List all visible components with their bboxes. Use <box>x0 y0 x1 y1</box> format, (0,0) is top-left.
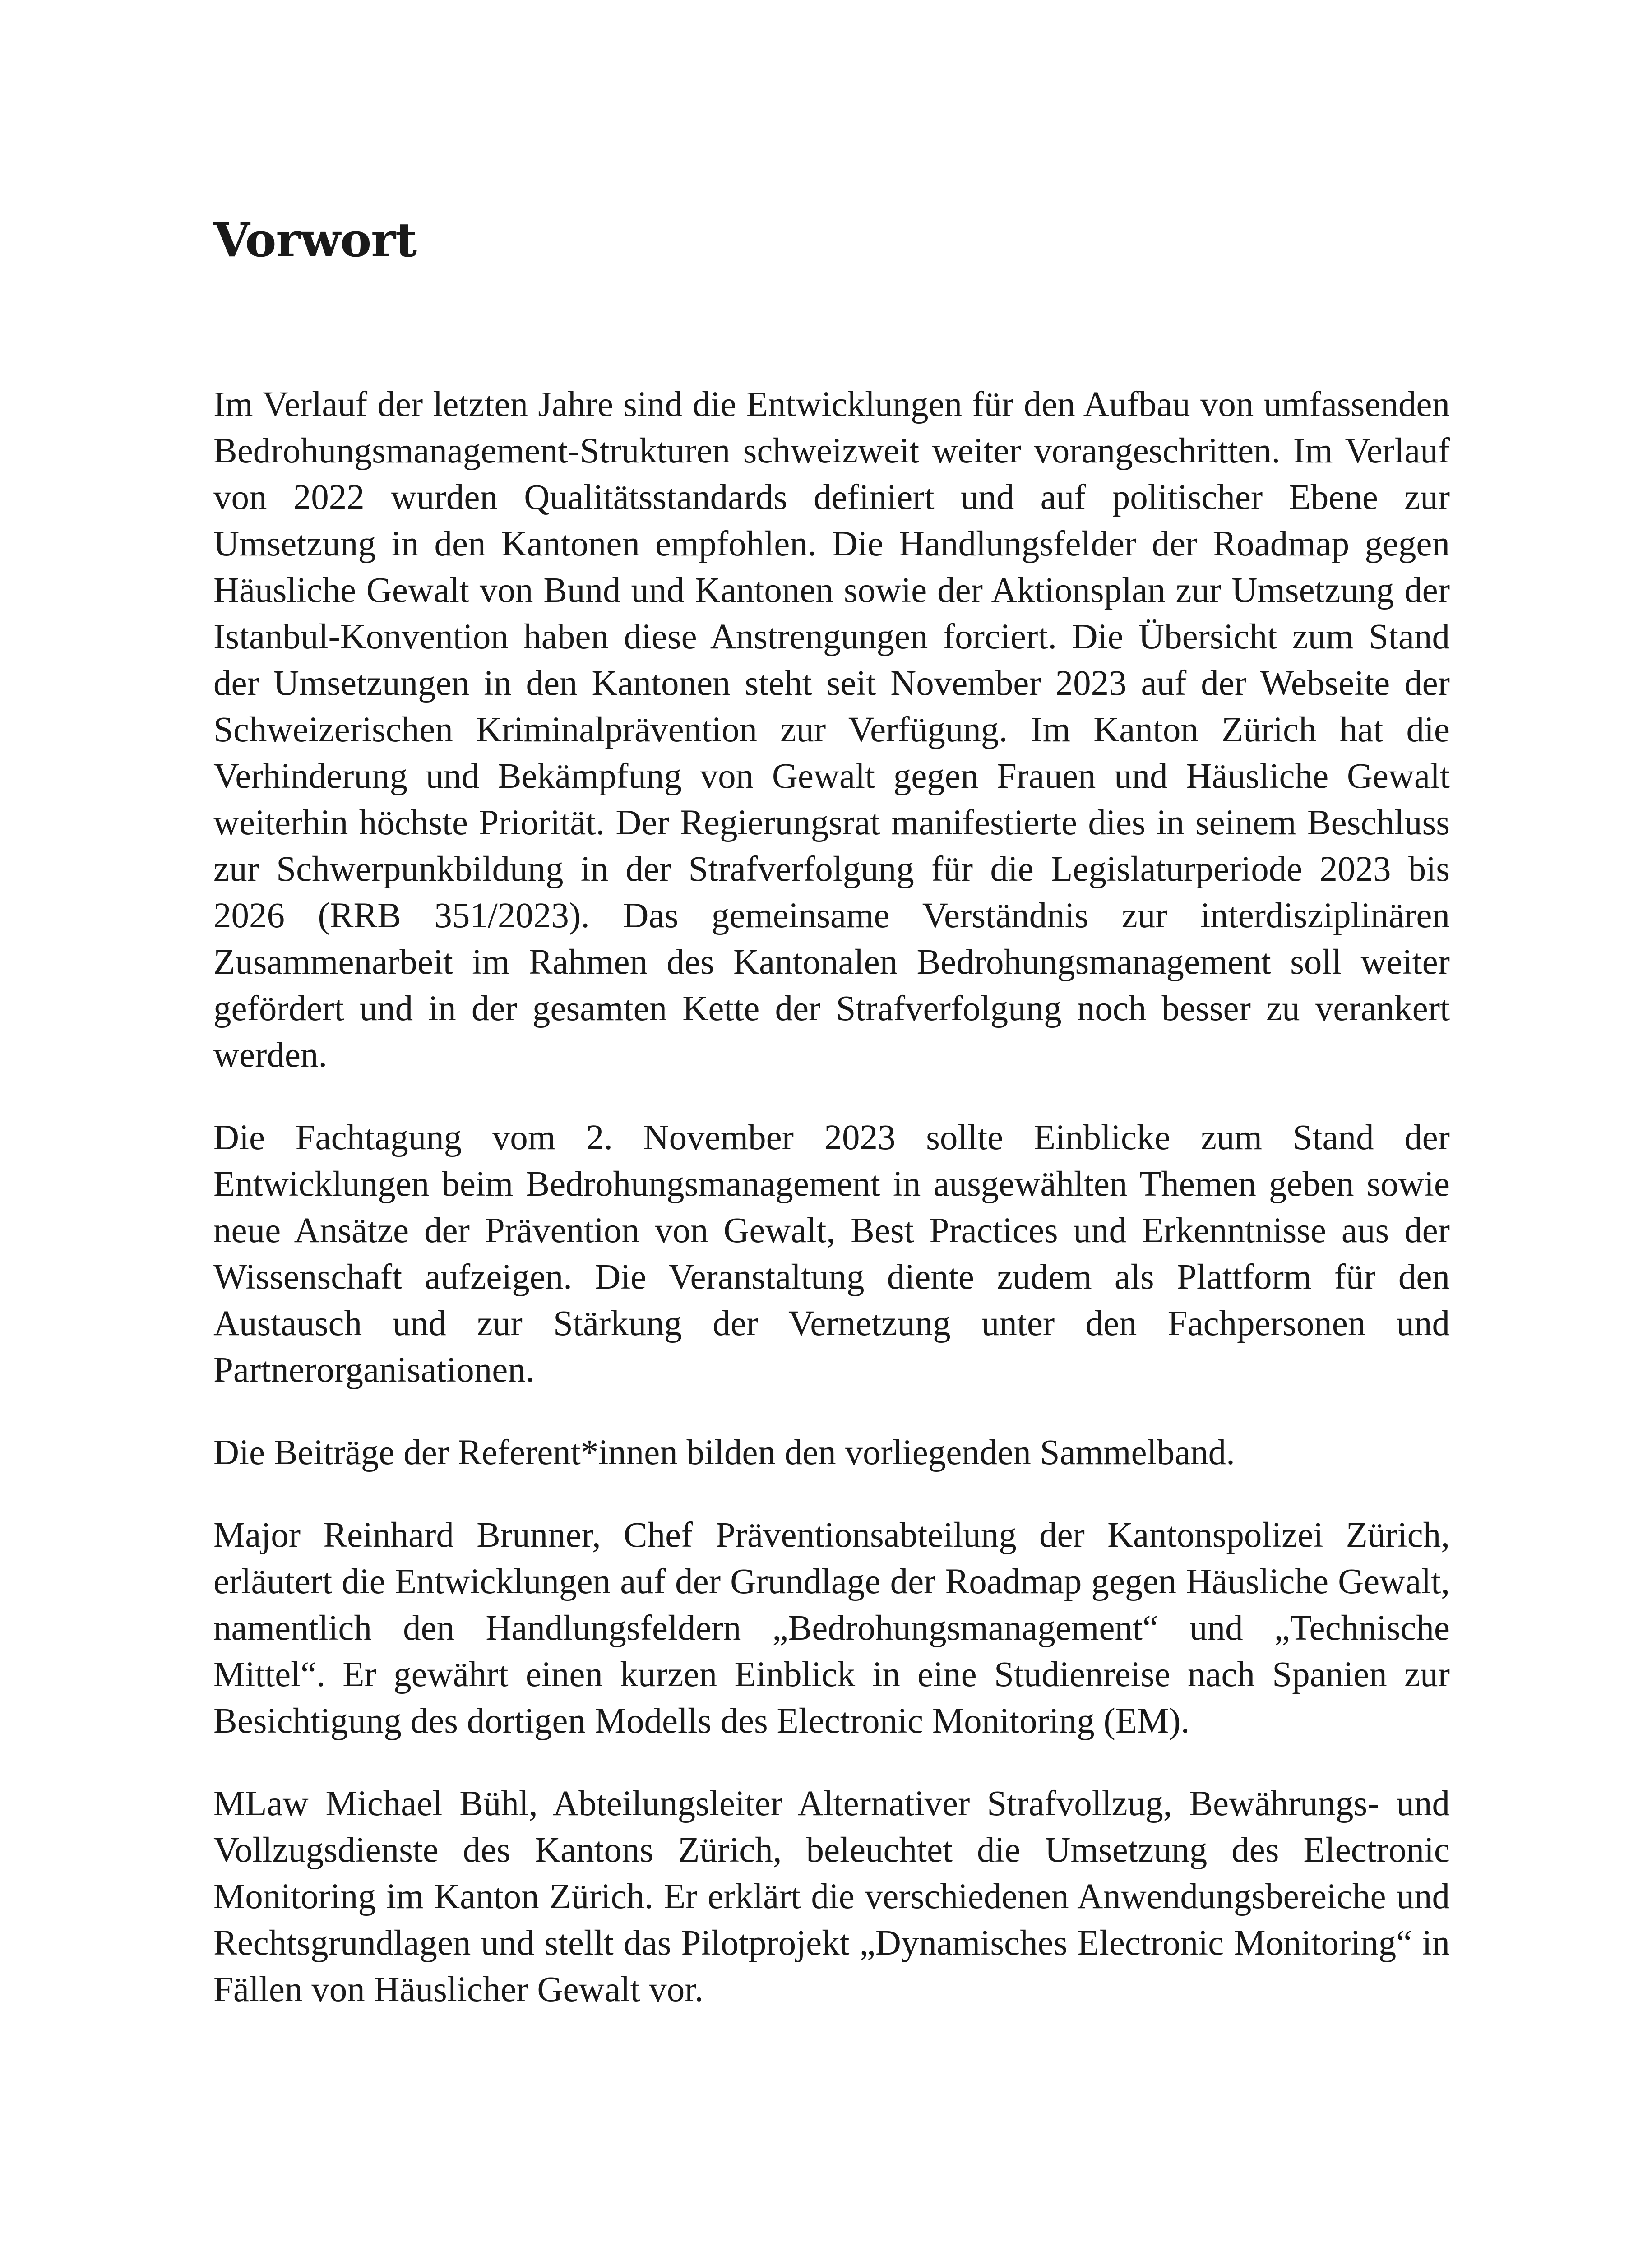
paragraph-3: Die Beiträge der Referent*innen bilden den vorliegenden Sammelband. <box>213 1433 1235 1472</box>
paragraph-2: Die Fachtagung vom 2. November 2023 sollte Einblicke zum Stand der Entwicklungen beim Bedrohungsmanagement in ausgewählten Themen geben sowie neue Ansätze der Prävention von Gewalt, Best Practices und Erkenntnisse aus der Wissenschaft aufzeigen. Die Veranstaltung diente zudem als Plattform für den Austausch und zur Stärkung der Vernetzung unter den Fachpersonen und Partnerorganisationen. <box>213 1118 1450 1390</box>
paragraph-5: MLaw Michael Bühl, Abteilungsleiter Alternativer Strafvollzug, Bewährungs- und Vollzugsdienste des Kantons Zürich, beleuchtet die Umsetzung des Electronic Monitoring im Kanton Zürich. Er erklärt die verschiedenen Anwendungsbereiche und Rechtsgrundlagen und stellt das Pilotprojekt „Dynamisches Electronic Monitoring“ in Fällen von Häuslicher Gewalt vor. <box>213 1784 1450 2009</box>
page-title: Vorwort <box>213 212 417 268</box>
paragraph-1: Im Verlauf der letzten Jahre sind die Entwicklungen für den Aufbau von umfassenden Bedrohungsmanagement-Strukturen schweizweit weiter vorangeschritten. Im Verlauf von 2022 wurden Qualitätsstandards definiert und auf politischer Ebene zur Umsetzung in den Kantonen empfohlen. Die Handlungsfelder der Roadmap gegen Häusliche Gewalt von Bund und Kantonen sowie der Aktionsplan zur Umsetzung der Istanbul-Konvention haben diese Anstrengungen forciert. Die Übersicht zum Stand der Umsetzungen in den Kantonen steht seit November 2023 auf der Webseite der Schweizerischen Kriminalprävention zur Verfügung. Im Kanton Zürich hat die Verhinderung und Bekämpfung von Gewalt gegen Frauen und Häusliche Gewalt weiterhin höchste Priorität. Der Regierungsrat manifestierte dies in seinem Beschluss zur Schwerpunkbildung in der Strafverfolgung für die Legislaturperiode 2023 bis 2026 (RRB 351/2023). Das gemeinsame Verständnis zur interdisziplinären Zusammenarbeit im Rahmen des Kantonalen Bedrohungsmanagement soll weiter gefördert und in der gesamten Kette der Strafverfolgung noch besser zu verankert werden. <box>213 384 1450 1075</box>
paragraph-4: Major Reinhard Brunner, Chef Präventionsabteilung der Kantonspolizei Zürich, erläutert die Entwicklungen auf der Grundlage der Roadmap gegen Häusliche Gewalt, namentlich den Handlungsfeldern „Bedrohungsmanagement“ und „Technische Mittel“. Er gewährt einen kurzen Einblick in eine Studienreise nach Spanien zur Besichtigung des dortigen Modells des Electronic Monitoring (EM). <box>213 1515 1450 1741</box>
document-page <box>213 212 1450 2049</box>
